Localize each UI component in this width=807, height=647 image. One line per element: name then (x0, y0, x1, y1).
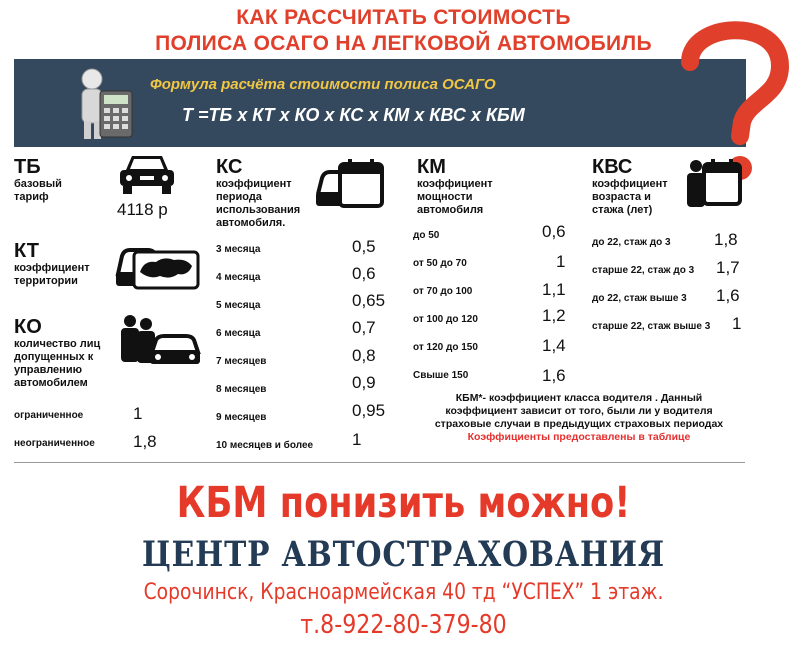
ks-title: КС (216, 156, 243, 178)
ks-row-value: 0,6 (352, 264, 376, 283)
kbm-note-line-3: страховые случаи в предыдущих страховых периодах (434, 418, 724, 430)
car-front-icon (116, 152, 178, 196)
divider (14, 462, 745, 463)
ks-row-value: 0,7 (352, 318, 376, 337)
ks-row-label: 6 месяца (216, 328, 261, 339)
formula-expression: Т =ТБ х КТ х КО х КС х КМ х КВС х КБМ (182, 105, 525, 125)
kvs-subtitle: коэффициент возраста и стажа (лет) (592, 178, 668, 216)
ks-row-value: 0,9 (352, 373, 376, 392)
ks-subtitle: коэффициент периода использования автомобиля. (216, 178, 301, 229)
ko-subtitle: количество лиц допущенных к управлению автомобилем (14, 338, 101, 389)
km-row-label: от 50 до 70 (413, 258, 467, 269)
ks-row-label: 8 месяцев (216, 384, 267, 395)
kvs-row-label: старше 22, стаж выше 3 (592, 321, 711, 332)
kvs-title: КВС (592, 156, 633, 178)
title-line-1: КАК РАССЧИТАТЬ СТОИМОСТЬ (236, 6, 571, 29)
car-map-icon (114, 242, 200, 292)
km-row-label: Свыше 150 (413, 370, 469, 381)
title-line-2: ПОЛИСА ОСАГО НА ЛЕГКОВОЙ АВТОМОБИЛЬ (155, 32, 652, 55)
kvs-row-value: 1,6 (716, 286, 740, 305)
ks-row-label: 3 месяца (216, 244, 261, 255)
ko-row-label: неограниченное (14, 438, 95, 449)
km-row-value: 1,4 (542, 336, 566, 355)
ks-row-value: 0,65 (352, 291, 386, 310)
km-row-label: от 120 до 150 (413, 342, 478, 353)
kt-subtitle: коэффициент территории (14, 262, 90, 287)
kvs-row-label: до 22, стаж выше 3 (592, 293, 687, 304)
kbm-note-line-2: коэффициент зависит от того, были ли у водителя (445, 405, 713, 417)
kvs-row-value: 1,8 (714, 230, 738, 249)
tb-value: 4118 р (117, 200, 168, 219)
km-title: КМ (417, 156, 446, 178)
ks-row-label: 10 месяцев и более (216, 440, 314, 451)
ko-row-value: 1 (133, 404, 143, 423)
people-car-icon (116, 312, 202, 372)
ks-row-label: 9 месяцев (216, 412, 267, 423)
kvs-row-value: 1 (732, 314, 742, 333)
ks-row-value: 1 (352, 430, 362, 449)
kbm-note-red: Коэффициенты предоставлены в таблице (467, 431, 691, 443)
km-row-value: 1,2 (542, 306, 566, 325)
km-row-label: от 100 до 120 (413, 314, 478, 325)
ks-row-label: 7 месяцев (216, 356, 267, 367)
calculator-man-icon (74, 67, 136, 143)
person-calendar-icon (684, 158, 744, 210)
car-calendar-icon (314, 158, 386, 210)
ko-title: КО (14, 316, 42, 338)
kbm-note-line-1: коэффициент класса водителя . Данный (488, 392, 703, 404)
km-row-value: 1,1 (542, 280, 566, 299)
km-row-value: 0,6 (542, 222, 566, 241)
ko-row-label: ограниченное (14, 410, 84, 421)
kvs-row-value: 1,7 (716, 258, 740, 277)
km-row-value: 1,6 (542, 366, 566, 385)
km-row-label: от 70 до 100 (413, 286, 473, 297)
ks-row-label: 5 месяца (216, 300, 261, 311)
promo-center-name: ЦЕНТР АВТОСТРАХОВАНИЯ (142, 534, 665, 575)
km-row-label: до 50 (413, 230, 440, 241)
ks-row-value: 0,5 (352, 237, 376, 256)
formula-caption: Формула расчёта стоимости полиса ОСАГО (150, 76, 496, 93)
promo-headline: КБМ понизить можно! (176, 478, 631, 528)
kvs-row-label: старше 22, стаж до 3 (592, 265, 695, 276)
tb-title: ТБ (14, 156, 41, 178)
km-subtitle: коэффициент мощности автомобиля (417, 178, 493, 216)
kt-title: КТ (14, 240, 39, 262)
ks-row-label: 4 месяца (216, 272, 261, 283)
kbm-note-lead: КБМ*- (455, 392, 487, 404)
kvs-row-label: до 22, стаж до 3 (592, 237, 671, 248)
ks-row-value: 0,95 (352, 401, 386, 420)
promo-address: Сорочинск, Красноармейская 40 тд “УСПЕХ” 1 этаж. (143, 580, 664, 605)
tb-subtitle: базовый тариф (14, 178, 62, 203)
kbm-note (414, 392, 744, 444)
ko-row-value: 1,8 (133, 432, 157, 451)
formula-banner (14, 59, 746, 147)
ks-row-value: 0,8 (352, 346, 376, 365)
promo-phone: т.8-922-80-379-80 (300, 610, 507, 640)
km-row-value: 1 (556, 252, 566, 271)
